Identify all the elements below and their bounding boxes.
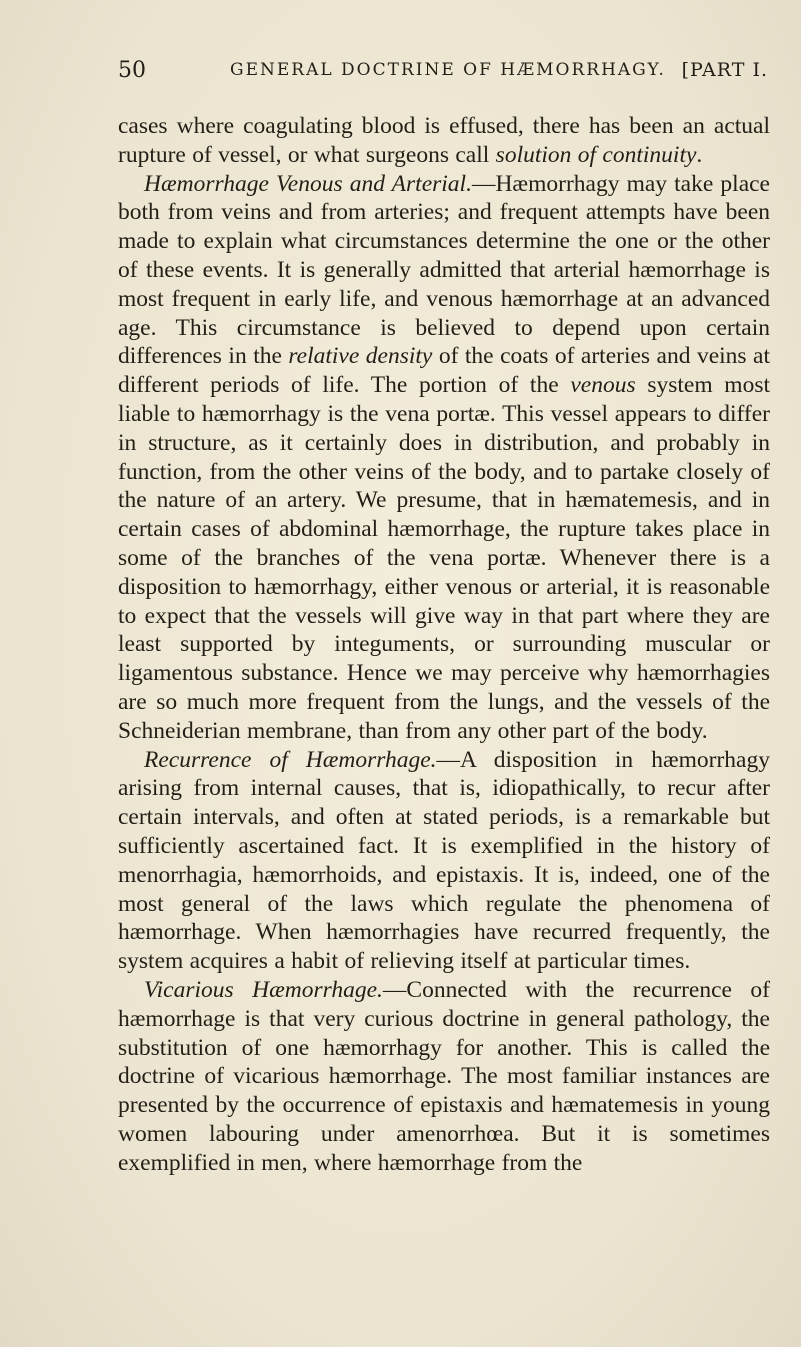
paragraph-recurrence	[118, 746, 770, 976]
section-heading: Vicarious Hæmorrhage.	[144, 976, 383, 1003]
text-run: —Connected with the recurrence of hæmorrhage is that very curious doctrine in general pathology, the substitution of one hæmorrhagy for another. This is called the doctrine of vicarious hæmorrhage. The most familiar instances are presented by the occurrence of epistaxis and hæmatemesis in young women labouring under amenorrhœa. But it is sometimes exemplified in men, where hæmorrhage from the	[118, 976, 770, 1176]
italic-term: solution of continuity	[495, 141, 697, 168]
italic-term: venous	[570, 372, 636, 399]
paragraph-venous-arterial	[118, 170, 770, 746]
text-run: of the coats of arteries and veins at different periods of life. The portion of the	[118, 343, 770, 399]
running-title: GENERAL DOCTRINE OF HÆMORRHAGY.	[230, 60, 666, 80]
part-label: [PART I.	[681, 59, 768, 81]
text-run: .	[696, 141, 703, 168]
text-run: —A disposition in hæmorrhagy arising from internal causes, that is, idiopathically, to recur after certain intervals, and often at stated periods, is a remarkable but sufficiently ascertained fact. It is exemplified in the history of menorrhagia, hæmorrhoids, and epistaxis. It is, indeed, one of the most general of the laws which regulate the phenomena of hæmorrhage. When hæmorrhagies have recurred frequently, the system acquires a habit of relieving itself at particular times.	[118, 746, 770, 975]
section-heading: Hæmorrhage Venous and Arterial.	[144, 170, 472, 197]
text-run: —Hæmorrhagy may take place both from veins and from arteries; and frequent attempts have been made to explain what circumstances determine the one or the other of these events. It is generally admitted that arterial hæmorrhage is most frequent in early life, and venous hæmorrhage at an advanced age. This circumstance is believed to depend upon certain differences in the	[118, 170, 770, 370]
body-text	[118, 112, 770, 1177]
running-header	[118, 58, 768, 88]
page-number: 50	[118, 58, 146, 83]
text-run: system most liable to hæmorrhagy is the vena portæ. This vessel appears to differ in structure, as it certainly does in distribution, and probably in function, from the other veins of the body, and to partake closely of the nature of an artery. We presume, that in hæmatemesis, and in certain cases of abdominal hæmorrhage, the rupture takes place in some of the branches of the vena portæ. Whenever there is a disposition to hæmorrhagy, either venous or arterial, it is reasonable to expect that the vessels will give way in that part where they are least supported by integuments, or surrounding muscular or ligamentous substance. Hence we may perceive why hæmorrhagies are so much more frequent from the lungs, and the vessels of the Schneiderian membrane, than from any other part of the body.	[118, 372, 771, 744]
section-heading: Recurrence of Hæmorrhage.	[144, 746, 437, 773]
paragraph-vicarious	[118, 976, 770, 1178]
italic-term: relative density	[288, 343, 433, 370]
paragraph-continued	[118, 112, 770, 170]
text-run: cases where coagulating blood is effused, there has been an actual rupture of vessel, or what surgeons call	[118, 113, 770, 168]
